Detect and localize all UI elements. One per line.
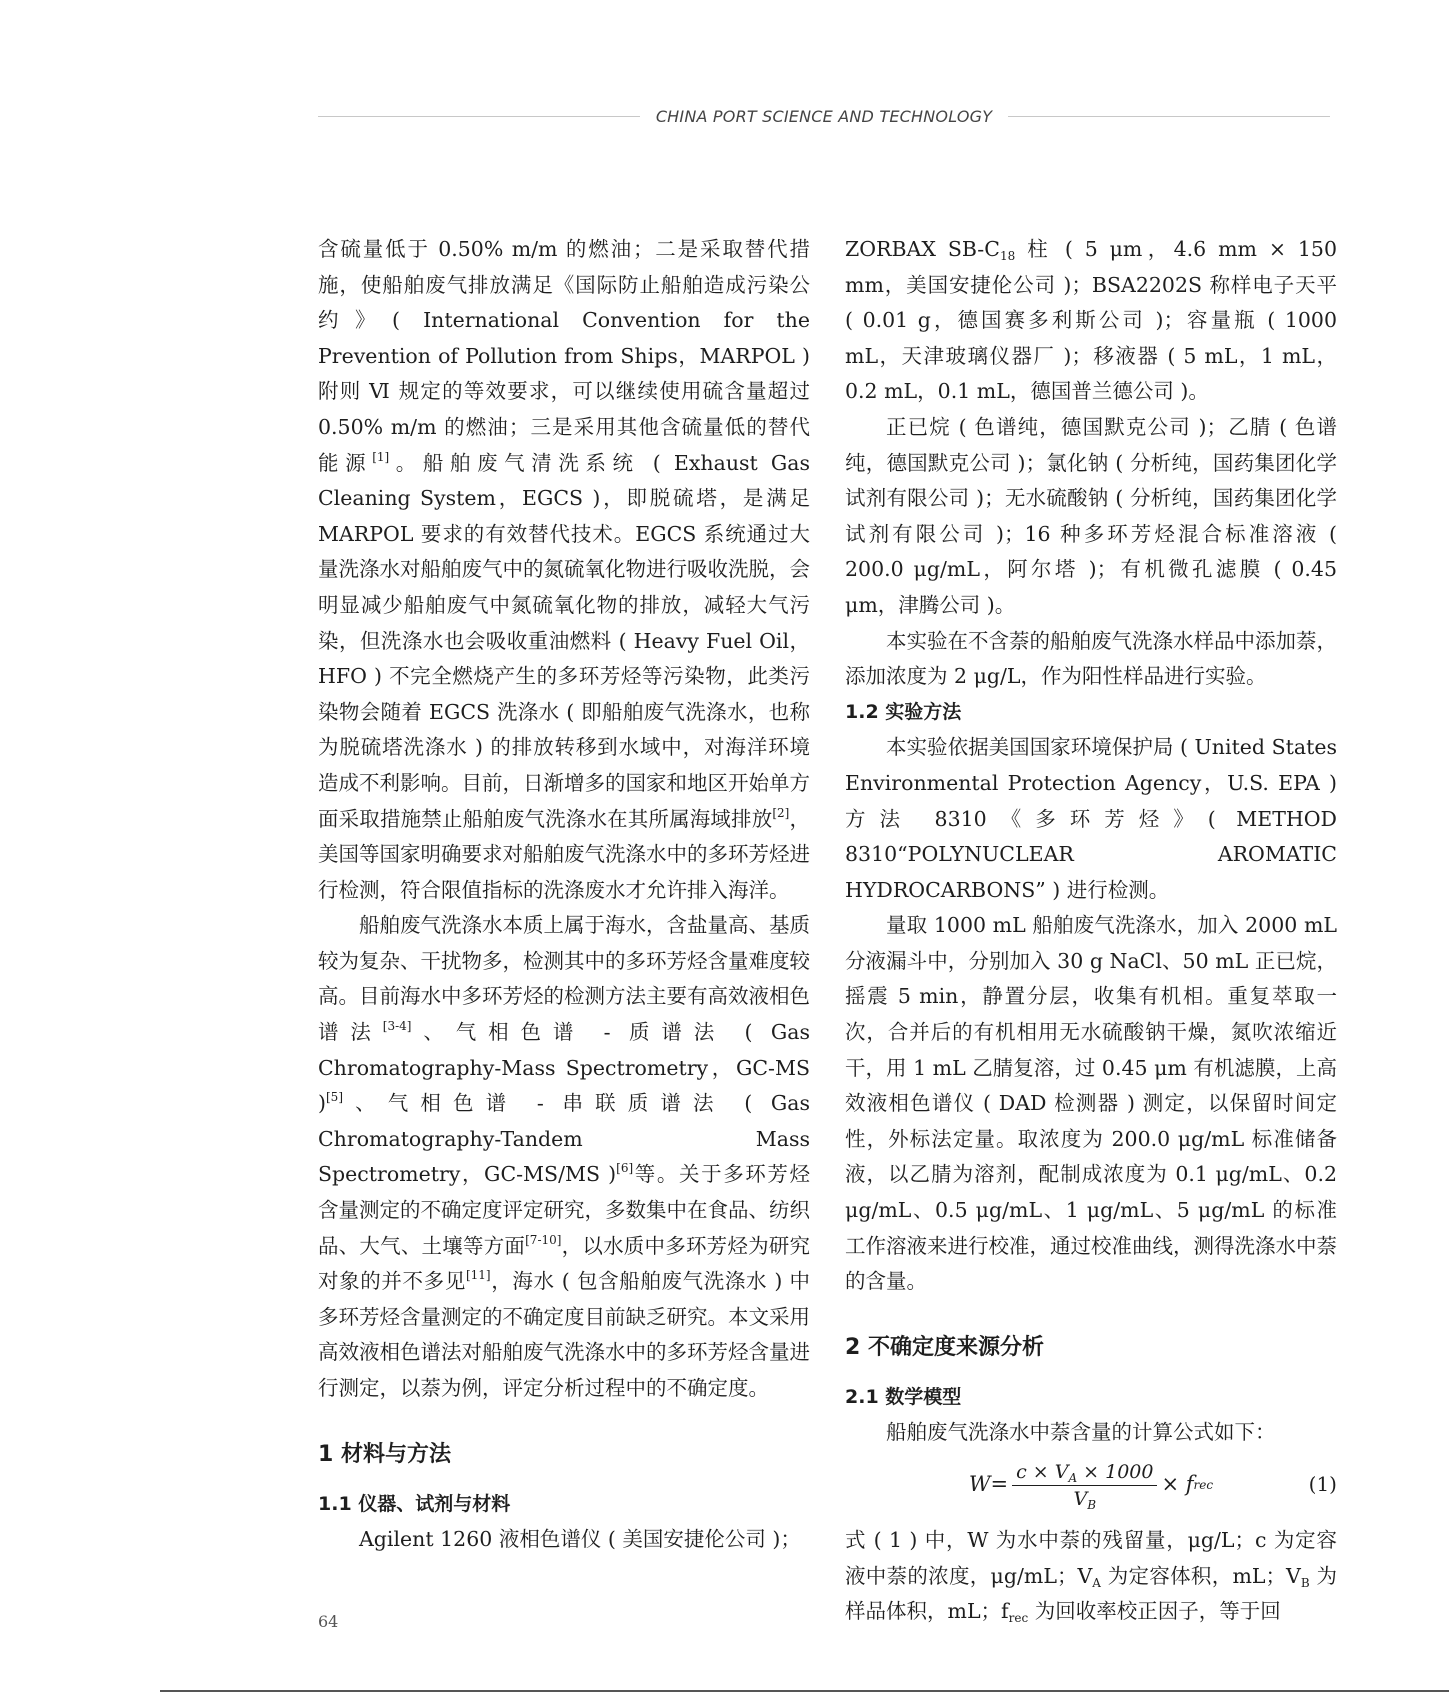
paragraph: 本实验依据美国国家环境保护局 ( United States Environmental Protection Agency，U.S. EPA ) 方法 8310《多环芳烃》( METHOD 8310“POLYNUCLEAR AROMATIC HYDROCARBONS” ) 进行检测。 xyxy=(845,735,1337,902)
paragraph: Agilent 1260 液相色谱仪 ( 美国安捷伦公司 )； xyxy=(359,1527,801,1552)
paragraph: 船舶废气洗涤水本质上属于海水，含盐量高、基质较为复杂、干扰物多，检测其中的多环芳烃含量难度较高。目前海水中多环芳烃的检测方法主要有高效液相色谱法[3-4]、气相色谱 - 质谱法 ( Gas Chromatography-Mass Spectrometry，GC-MS )[5]、气相色谱 - 串联质谱法 ( Gas Chromatography-Tandem Mass Spectrometry，GC-MS/MS )[6]等。关于多环芳烃含量测定的不确定度评定研究，多数集中在食品、纺织品、大气、土壤等方面[7-10]，以水质中多环芳烃为研究对象的并不多见[11]，海水 ( 包含船舶废气洗涤水 ) 中多环芳烃含量测定的不确定度目前缺乏研究。本文采用高效液相色谱法对船舶废气洗涤水中的多环芳烃含量进行测定，以萘为例，评定分析过程中的不确定度。 xyxy=(318,913,811,1400)
paragraph: 量取 1000 mL 船舶废气洗涤水，加入 2000 mL 分液漏斗中，分别加入 30 g NaCl、50 mL 正已烷，摇震 5 min，静置分层，收集有机相。重复萃取一次，合并后的有机相用无水硫酸钠干燥，氮吹浓缩近干，用 1 mL 乙腈复溶，过 0.45 μm 有机滤膜，上高效液相色谱仪 ( DAD 检测器 ) 测定，以保留时间定性，外标法定量。取浓度为 200.0 μg/mL 标准储备液，以乙腈为溶剂，配制成浓度为 0.1 μg/mL、0.2 μg/mL、0.5 μg/mL、1 μg/mL、5 μg/mL 的标准工作溶液来进行校准，通过校准曲线，测得洗涤水中萘的含量。 xyxy=(845,913,1337,1294)
equation-1 xyxy=(845,1455,1337,1515)
paragraph: 含硫量低于 0.50% m/m 的燃油；二是采取替代措施，使船舶废气排放满足《国际防止船舶造成污染公约》( International Convention for the Prevention of Pollution from Ships，MARPOL ) 附则 Ⅵ 规定的等效要求，可以继续使用硫含量超过 0.50% m/m 的燃油；三是采用其他含硫量低的替代能源[1]。船舶废气清洗系统 ( Exhaust Gas Cleaning System，EGCS )，即脱硫塔，是满足 MARPOL 要求的有效替代技术。EGCS 系统通过大量洗涤水对船舶废气中的氮硫氧化物进行吸收洗脱，会明显减少船舶废气中氮硫氧化物的排放，减轻大气污染，但洗涤水也会吸收重油燃料 ( Heavy Fuel Oil，HFO ) 不完全燃烧产生的多环芳烃等污染物，此类污染物会随着 EGCS 洗涤水 ( 即船舶废气洗涤水，也称为脱硫塔洗涤水 ) 的排放转移到水域中，对海洋环境造成不利影响。目前，日渐增多的国家和地区开始单方面采取措施禁止船舶废气洗涤水在其所属海域排放[2]，美国等国家明确要求对船舶废气洗涤水中的多环芳烃进行检测，符合限值指标的洗涤废水才允许排入海洋。 xyxy=(318,237,811,902)
right-column xyxy=(845,232,1337,1630)
equation-expression: W= $\frac{c \times V_A \times 1000}{V_B}$ × f rec xyxy=(968,1460,1214,1512)
citation[interactable]: [11] xyxy=(465,1268,491,1283)
running-head xyxy=(318,98,1330,134)
paragraph: 船舶废气洗涤水中萘含量的计算公式如下： xyxy=(886,1420,1276,1445)
equation-number: (1) xyxy=(1308,1472,1337,1497)
section-heading: 2 不确定度来源分析 xyxy=(845,1334,1044,1360)
section-heading: 1 材料与方法 xyxy=(318,1441,451,1467)
journal-title: CHINA PORT SCIENCE AND TECHNOLOGY xyxy=(655,106,993,126)
subsection-heading: 2.1 数学模型 xyxy=(845,1385,962,1408)
subsection-heading: 1.2 实验方法 xyxy=(845,700,962,723)
paragraph: 本实验在不含萘的船舶废气洗涤水样品中添加萘，添加浓度为 2 μg/L，作为阳性样品进行实验。 xyxy=(845,628,1337,689)
page-number: 64 xyxy=(318,1612,339,1631)
citation[interactable]: [1] xyxy=(372,449,390,464)
fraction: $\frac{c \times V_A \times 1000}{V_B}$ xyxy=(1012,1459,1157,1512)
citation[interactable]: [5] xyxy=(326,1090,343,1105)
paragraph: ZORBAX $SB-C_{18}$ 柱 ( 5 μm，4.6 mm × 150 mm，美国安捷伦公司 )；BSA2202S 称样电子天平 ( 0.01 g，德国赛多利斯公司 )；容量瓶 ( 1000 mL，天津玻璃仪器厂 )；移液器 ( 5 mL，1 mL，0.2 mL，0.1 mL，德国普兰德公司 )。 xyxy=(845,237,1337,404)
footer-rule xyxy=(160,1690,1449,1692)
subsection-heading: 1.1 仪器、试剂与材料 xyxy=(318,1492,511,1515)
citation[interactable]: [3-4] xyxy=(382,1019,412,1034)
paragraph: 式 ( 1 ) 中，W 为水中萘的残留量，μg/L；c 为定容液中萘的浓度，μg/mL；$V_A$ 为定容体积，mL；$V_B$ 为样品体积，mL；$f_{rec}$ 为回收率校正因子，等于回 xyxy=(845,1528,1337,1626)
header-rule-right xyxy=(1008,116,1330,117)
paragraph: 正已烷 ( 色谱纯，德国默克公司 )；乙腈 ( 色谱纯，德国默克公司 )；氯化钠 ( 分析纯，国药集团化学试剂有限公司 )；无水硫酸钠 ( 分析纯，国药集团化学试剂有限公司 )；16 种多环芳烃混合标准溶液 ( 200.0 μg/mL，阿尔塔 )；有机微孔滤膜 ( 0.45 μm，津腾公司 )。 xyxy=(845,414,1337,617)
citation[interactable]: [2] xyxy=(772,805,790,820)
left-column xyxy=(318,232,810,1558)
citation[interactable]: [7-10] xyxy=(525,1232,562,1247)
citation[interactable]: [6] xyxy=(616,1161,634,1176)
header-rule-left xyxy=(318,116,640,117)
